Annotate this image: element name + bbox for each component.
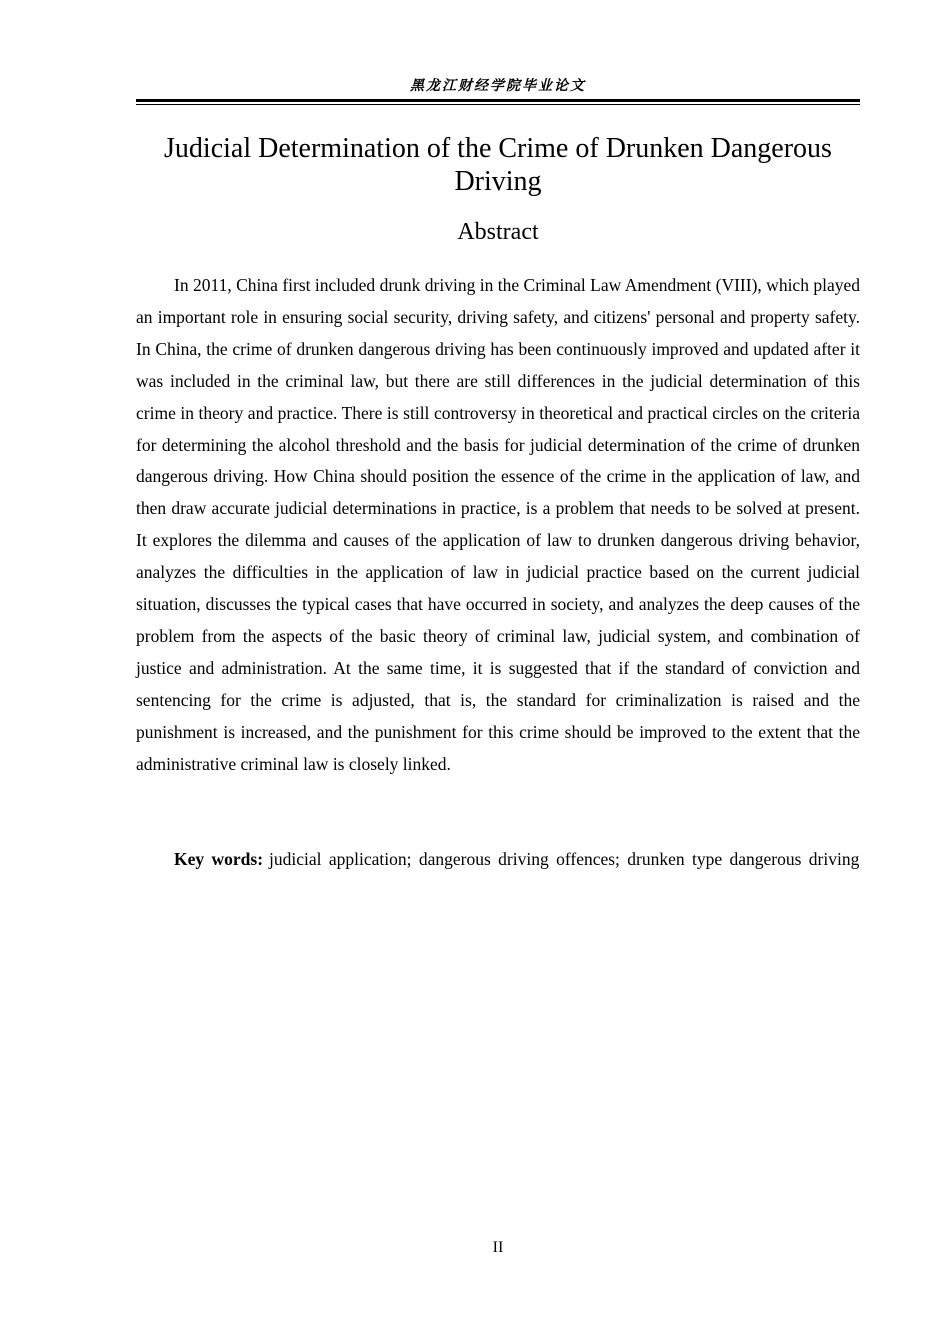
page-number: II: [492, 1239, 504, 1256]
abstract-paragraph: In 2011, China first included drunk driving in the Criminal Law Amendment (VIII), which played an important role in ensuring social security, driving safety, and citizens' personal and property safety. In China, the crime of drunken dangerous driving has been continuously improved and updated after it was included in the criminal law, but there are still differences in the judicial determination of this crime in theory and practice. There is still controversy in theoretical and practical circles on the criteria for determining the alcohol threshold and the basis for judicial determination of the crime of drunken dangerous driving. How China should position the essence of the crime in the application of law, and then draw accurate judicial determinations in practice, is a problem that needs to be solved at present. It explores the dilemma and causes of the application of law to drunken dangerous driving behavior, analyzes the difficulties in the application of law in judicial practice based on the current judicial situation, discusses the typical cases that have occurred in society, and analyzes the deep causes of the problem from the aspects of the basic theory of criminal law, judicial system, and combination of justice and administration. At the same time, it is suggested that if the standard of conviction and sentencing for the crime is adjusted, that is, the standard for criminalization is raised and the punishment is increased, and the punishment for this crime should be improved to the extent that the administrative criminal law is closely linked.: [136, 275, 860, 774]
header-rule-thick: [136, 99, 860, 102]
abstract-heading: Abstract: [457, 219, 539, 245]
keywords-paragraph: [136, 844, 860, 876]
header-rule-thin: [136, 104, 860, 105]
running-header: 黑龙江财经学院毕业论文: [410, 78, 586, 94]
keywords-label: Key words:: [174, 849, 264, 869]
keywords-text: judicial application; dangerous driving offences; drunken type dangerous driving: [269, 849, 860, 869]
document-title: Judicial Determination of the Crime of Drunken Dangerous Driving: [164, 133, 832, 197]
